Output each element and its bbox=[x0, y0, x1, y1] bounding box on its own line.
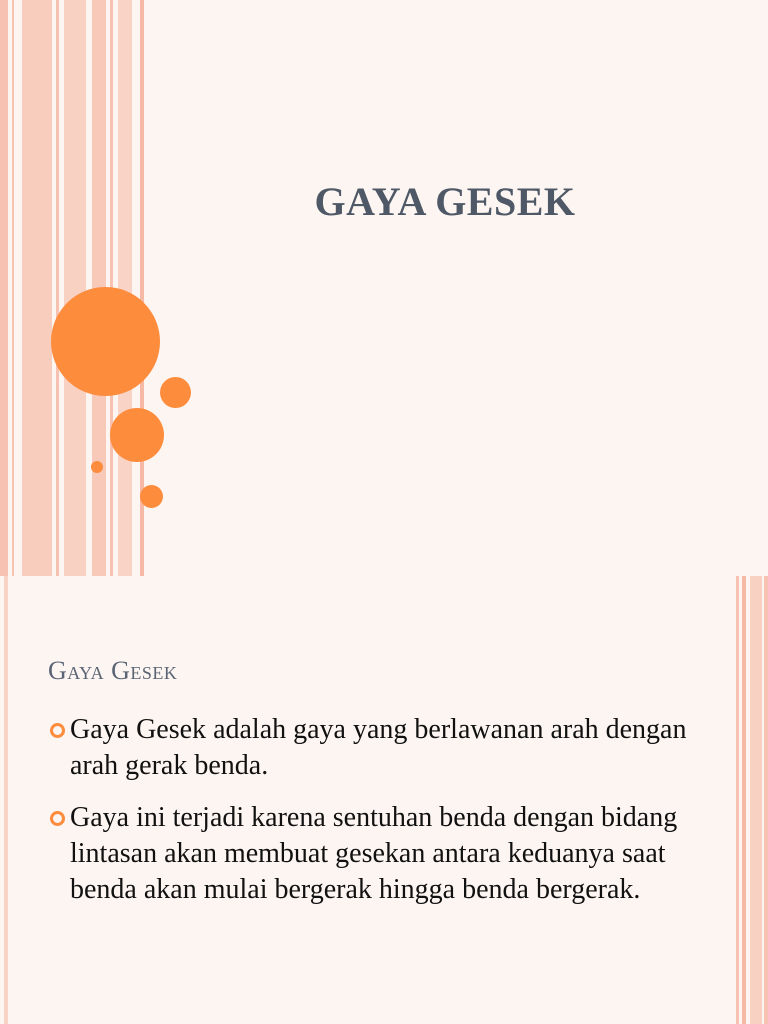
circle-bullet-icon bbox=[50, 723, 65, 738]
decorative-stripe bbox=[764, 576, 768, 1024]
bullet-text: adalah gaya yang berlawanan arah dengan arah gerak benda. bbox=[70, 714, 687, 781]
decorative-stripe bbox=[56, 0, 59, 576]
decorative-circle-tiny bbox=[91, 461, 103, 473]
bullet-item bbox=[50, 800, 690, 908]
decorative-stripe bbox=[4, 576, 8, 1024]
decorative-circle-small bbox=[160, 377, 191, 408]
decorative-circle-small bbox=[140, 485, 163, 508]
decorative-stripe bbox=[742, 576, 746, 1024]
bullet-bold-term: Gaya Gesek bbox=[70, 714, 207, 745]
decorative-circle-medium bbox=[110, 408, 164, 462]
bullet-item bbox=[50, 712, 690, 784]
decorative-stripe bbox=[0, 0, 8, 576]
bullet-text: Gaya ini terjadi karena sentuhan benda dengan bidang lintasan akan membuat gesekan antara keduanya saat benda akan mulai bergerak hingga benda bergerak. bbox=[70, 802, 678, 905]
decorative-stripe bbox=[64, 0, 86, 576]
decorative-circle-large bbox=[51, 287, 160, 396]
decorative-stripe bbox=[736, 576, 739, 1024]
decorative-stripe bbox=[22, 0, 52, 576]
decorative-stripe bbox=[12, 0, 14, 576]
slide-title: GAYA GESEK bbox=[314, 179, 576, 224]
content-slide bbox=[0, 576, 768, 1024]
bullet-list bbox=[50, 712, 690, 924]
circle-bullet-icon bbox=[50, 811, 65, 826]
decorative-stripe bbox=[750, 576, 762, 1024]
slide-heading: Gaya Gesek bbox=[48, 656, 178, 685]
